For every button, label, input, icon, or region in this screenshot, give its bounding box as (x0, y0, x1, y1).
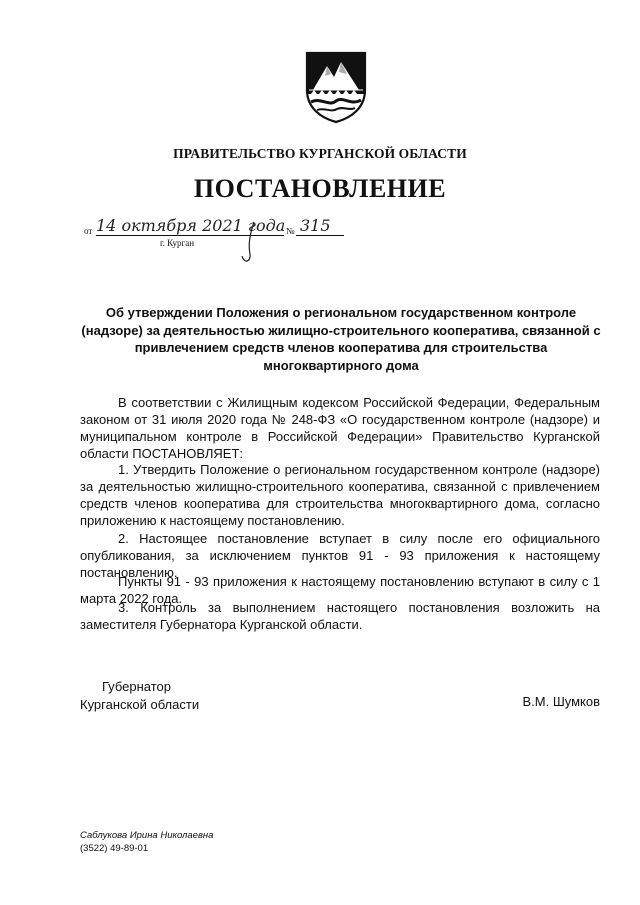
signatory-position-line2: Курганской области (80, 697, 200, 712)
date-number-line (84, 216, 364, 266)
document-type-title: ПОСТАНОВЛЕНИЕ (193, 174, 447, 203)
date-from-label: от (84, 226, 93, 236)
item-1-paragraph: 1. Утвердить Положение о региональном государственном контроле (надзоре) за деятельностью жилищно-строительного кооператива, связанной с привлечением средств членов кооператива для строительства многоквартирного дома, согласно приложению к настоящему постановлению. (80, 462, 600, 528)
item-3-paragraph: 3. Контроль за выполнением настоящего постановления возложить на заместителя Губернатора Курганской области. (80, 600, 600, 632)
signatory-name: В.М. Шумков (522, 694, 600, 709)
city-label: г. Курган (160, 238, 195, 248)
item-2-note-paragraph: Пункты 91 - 93 приложения к настоящему постановлению вступают в силу с 1 марта 2022 года. (80, 574, 600, 606)
executor-phone: (3522) 49-89-01 (80, 843, 149, 854)
signatory-position (80, 678, 199, 714)
item-2-paragraph: 2. Настоящее постановление вступает в силу после его официального опубликования, за исключением пунктов 91 - 93 приложения к настоящему постановлению. (80, 531, 600, 580)
handwritten-flourish (234, 220, 266, 266)
executor-name: Саблукова Ирина Николаевна (80, 830, 214, 841)
number-label: № (286, 226, 295, 236)
coat-of-arms-kurgan-icon (303, 50, 369, 124)
signatory-position-line1: Губернатор (102, 679, 171, 694)
document-subject: Об утверждении Положения о региональном государственном контроле (надзоре) за деятельностью жилищно-строительного кооператива, связанной с привлечением средств членов кооператива для строительства многоквартирного дома (81, 305, 601, 373)
handwritten-date: 14 октября 2021 года (96, 216, 286, 235)
executor-block (80, 829, 213, 855)
preamble-paragraph: В соответствии с Жилищным кодексом Российской Федерации, Федеральным законом от 31 июля 2020 года № 248-ФЗ «О государственном контроле (надзоре) и муниципальном контроле в Российской Федерации» Правительство Курганской области ПОСТАНОВЛЯЕТ: (80, 395, 600, 461)
handwritten-number: 315 (300, 216, 331, 235)
government-name: ПРАВИТЕЛЬСТВО КУРГАНСКОЙ ОБЛАСТИ (173, 146, 467, 161)
number-underline (296, 235, 344, 236)
